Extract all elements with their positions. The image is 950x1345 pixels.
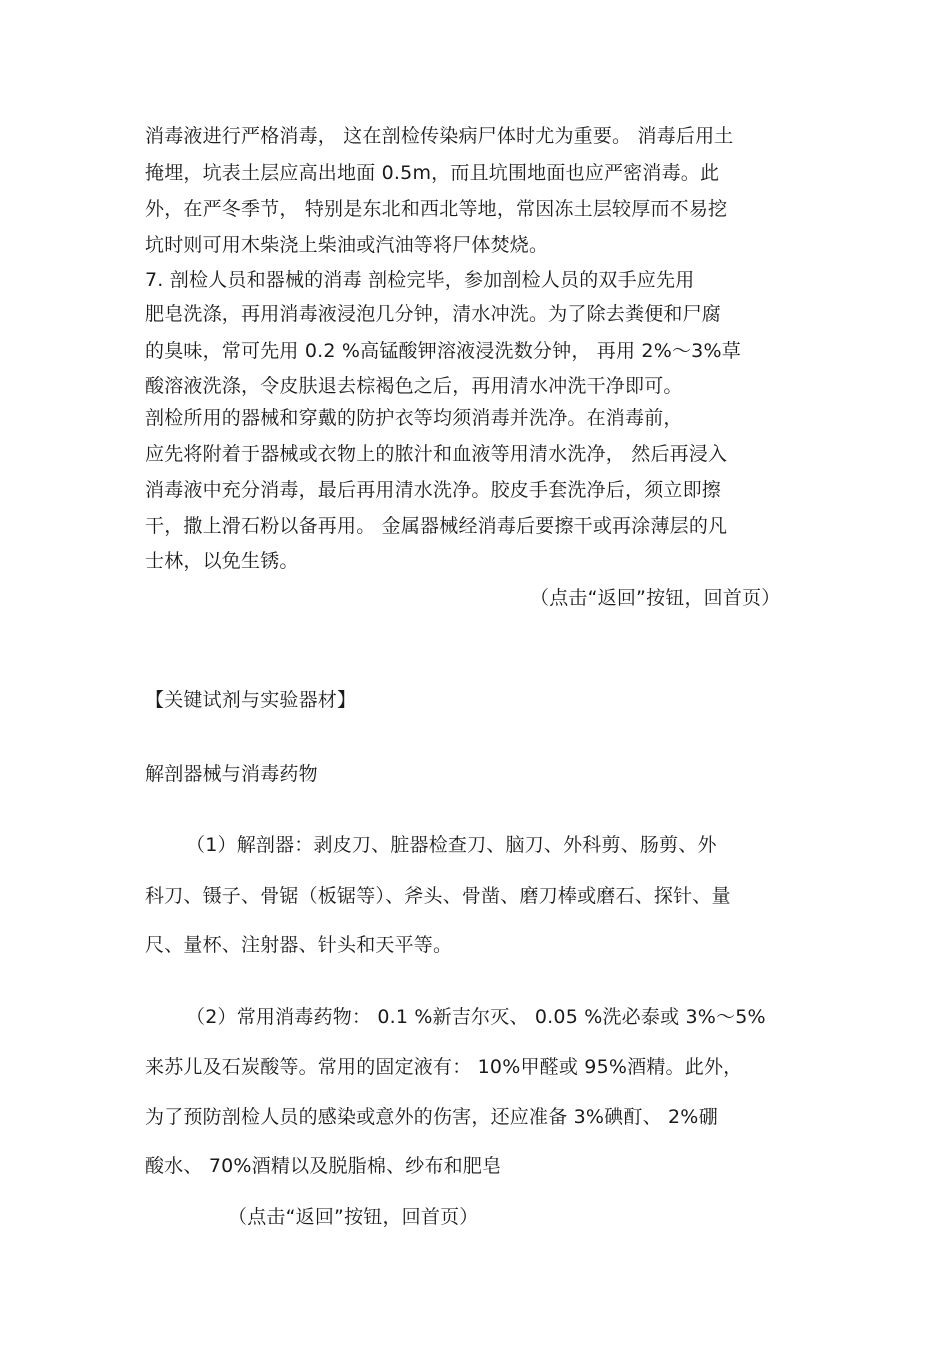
text-line: 干，撒上滑石粉以备再用。 金属器械经消毒后要擦干或再涂薄层的凡 [145,515,728,537]
text-line: 尺、量杯、注射器、针头和天平等。 [145,934,453,956]
text-line: 消毒液中充分消毒，最后再用清水洗净。胶皮手套洗净后，须立即擦 [145,479,722,501]
text-line: 肥皂洗涤，再用消毒液浸泡几分钟，清水冲洗。为了除去粪便和尸腐 [145,303,722,325]
back-note-link[interactable]: （点击“返回”按钮，回首页） [530,587,781,609]
section-subheading: 解剖器械与消毒药物 [145,763,318,785]
text-line: 应先将附着于器械或衣物上的脓汁和血液等用清水洗净， 然后再浸入 [145,443,728,465]
text-line: 消毒液进行严格消毒， 这在剖检传染病尸体时尤为重要。 消毒后用土 [145,125,734,147]
text-line: 士林，以免生锈。 [145,550,299,572]
text-line: 酸水、 70%酒精以及脱脂棉、纱布和肥皂 [145,1155,502,1177]
back-note-link[interactable]: （点击“返回”按钮，回首页） [228,1206,479,1228]
text-line: 酸溶液洗涤，令皮肤退去棕褐色之后，再用清水冲洗干净即可。 [145,375,683,397]
text-line: 的臭味，常可先用 0.2 %高锰酸钾溶液浸洗数分钟， 再用 2%～3%草 [145,340,741,362]
text-line: 剖检所用的器械和穿戴的防护衣等均须消毒并洗净。在消毒前， [145,407,683,429]
text-line: 坑时则可用木柴浇上柴油或汽油等将尸体焚烧。 [145,234,549,256]
text-line: 来苏儿及石炭酸等。常用的固定液有： 10%甲醛或 95%酒精。此外， [145,1056,743,1078]
text-line: 为了预防剖检人员的感染或意外的伤害，还应准备 3%碘酊、 2%硼 [145,1106,718,1128]
section-heading: 【关键试剂与实验器材】 [145,689,357,711]
text-line: 掩埋，坑表土层应高出地面 0.5m，而且坑围地面也应严密消毒。此 [145,162,720,184]
text-line: 7. 剖检人员和器械的消毒 剖检完毕，参加剖检人员的双手应先用 [145,269,695,291]
text-line: （1）解剖器：剥皮刀、脏器检查刀、脑刀、外科剪、肠剪、外 [186,834,717,856]
text-line: 科刀、镊子、骨锯（板锯等）、斧头、骨凿、磨刀棒或磨石、探针、量 [145,885,731,907]
text-line: （2）常用消毒药物： 0.1 %新吉尔灭、 0.05 %洗必泰或 3%～5% [186,1006,766,1028]
text-line: 外，在严冬季节， 特别是东北和西北等地，常因冻土层较厚而不易挖 [145,198,728,220]
